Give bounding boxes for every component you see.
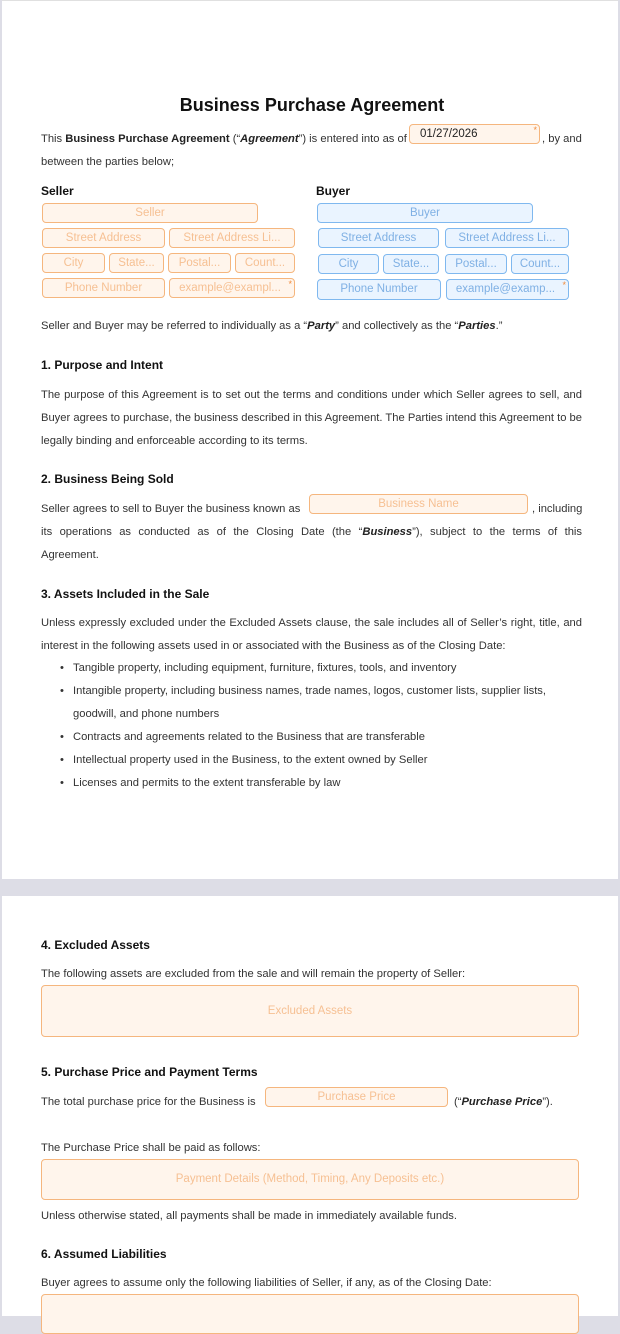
seller-city-field[interactable]: City [42, 253, 105, 273]
buyer-street-field[interactable]: Street Address [318, 228, 439, 248]
document-page-1 [2, 0, 618, 879]
section-2-line-2: its operations as conducted as of the Closing Date (the “Business”), subject to the terms of this [41, 526, 583, 538]
section-4-body: The following assets are excluded from the sale and will remain the property of Seller: [41, 968, 466, 980]
seller-street2-field[interactable]: Street Address Li... [169, 228, 295, 248]
seller-heading: Seller [41, 184, 74, 198]
section-3-heading: 3. Assets Included in the Sale [41, 587, 210, 601]
section-6-heading: 6. Assumed Liabilities [41, 1247, 167, 1261]
section-5-heading: 5. Purchase Price and Payment Terms [41, 1065, 258, 1079]
seller-state-field[interactable]: State... [109, 253, 164, 273]
section-5-line-1: The total purchase price for the Business is [41, 1096, 256, 1108]
required-marker: * [288, 279, 292, 289]
intro-line: This Business Purchase Agreement (“Agreement”) is entered into as of [41, 133, 407, 145]
buyer-email-field[interactable]: example@examp... * [446, 279, 569, 300]
document-title: Business Purchase Agreement [179, 95, 445, 115]
list-item: • Intangible property, including business names, trade names, logos, customer lists, supplier lists, goodwill, and phone numbers [41, 680, 561, 726]
intro-line-2: between the parties below; [41, 156, 175, 168]
section-5-funds: Unless otherwise stated, all payments shall be made in immediately available funds. [41, 1210, 458, 1222]
list-item: • Intellectual property used in the Business, to the extent owned by Seller [41, 749, 561, 772]
seller-phone-field[interactable]: Phone Number [42, 278, 165, 298]
section-2-line-3: Agreement. [41, 549, 99, 561]
buyer-phone-field[interactable]: Phone Number [317, 279, 441, 300]
buyer-name-field[interactable]: Buyer [317, 203, 533, 223]
section-4-heading: 4. Excluded Assets [41, 938, 150, 952]
section-5-line-1-suffix: (“Purchase Price”). [454, 1096, 553, 1108]
included-assets-list [41, 657, 561, 795]
section-2-line-1: Seller agrees to sell to Buyer the business known as [41, 503, 301, 515]
buyer-state-field[interactable]: State... [383, 254, 439, 274]
buyer-city-field[interactable]: City [318, 254, 379, 274]
buyer-country-field[interactable]: Count... [511, 254, 569, 274]
intro-suffix: , by and [542, 133, 582, 145]
buyer-postal-field[interactable]: Postal... [445, 254, 507, 274]
excluded-assets-field[interactable]: Excluded Assets [41, 985, 579, 1037]
section-5-paid-as: The Purchase Price shall be paid as follows: [41, 1142, 261, 1154]
list-item: • Contracts and agreements related to the Business that are transferable [41, 726, 561, 749]
section-2-line-1-suffix: , including [532, 503, 583, 515]
parties-definition: Seller and Buyer may be referred to individually as a “Party” and collectively as the “Parties.” [41, 320, 503, 332]
section-6-body: Buyer agrees to assume only the following liabilities of Seller, if any, as of the Closing Date: [41, 1277, 492, 1289]
section-3-body: Unless expressly excluded under the Excluded Assets clause, the sale includes all of Seller’s right, title, and interest in the following assets used in or associated with the Business as of the Closing Date: [41, 617, 582, 652]
seller-street-field[interactable]: Street Address [42, 228, 165, 248]
seller-postal-field[interactable]: Postal... [168, 253, 231, 273]
purchase-price-field[interactable]: Purchase Price [265, 1087, 448, 1107]
section-2-heading: 2. Business Being Sold [41, 472, 174, 486]
section-1-body: The purpose of this Agreement is to set out the terms and conditions under which Seller agrees to sell, and Buyer agrees to purchase, the business described in this Agreement. The Parties intend this Agreement to be legally binding and enforceable according to its terms. [41, 389, 582, 447]
assumed-liabilities-field[interactable] [41, 1294, 579, 1334]
required-marker: * [533, 125, 537, 135]
agreement-date-field[interactable]: 01/27/2026 * [409, 124, 540, 144]
section-1-heading: 1. Purpose and Intent [41, 358, 164, 372]
buyer-street2-field[interactable]: Street Address Li... [445, 228, 569, 248]
seller-country-field[interactable]: Count... [235, 253, 295, 273]
payment-details-field[interactable]: Payment Details (Method, Timing, Any Deposits etc.) [41, 1159, 579, 1200]
list-item: • Tangible property, including equipment, furniture, fixtures, tools, and inventory [41, 657, 561, 680]
seller-name-field[interactable]: Seller [42, 203, 258, 223]
business-name-field[interactable]: Business Name [309, 494, 528, 514]
buyer-heading: Buyer [316, 184, 351, 198]
seller-email-field[interactable]: example@exampl... * [169, 278, 295, 298]
list-item: • Licenses and permits to the extent transferable by law [41, 772, 561, 795]
document-page-2 [2, 896, 618, 1316]
required-marker: * [562, 280, 566, 290]
